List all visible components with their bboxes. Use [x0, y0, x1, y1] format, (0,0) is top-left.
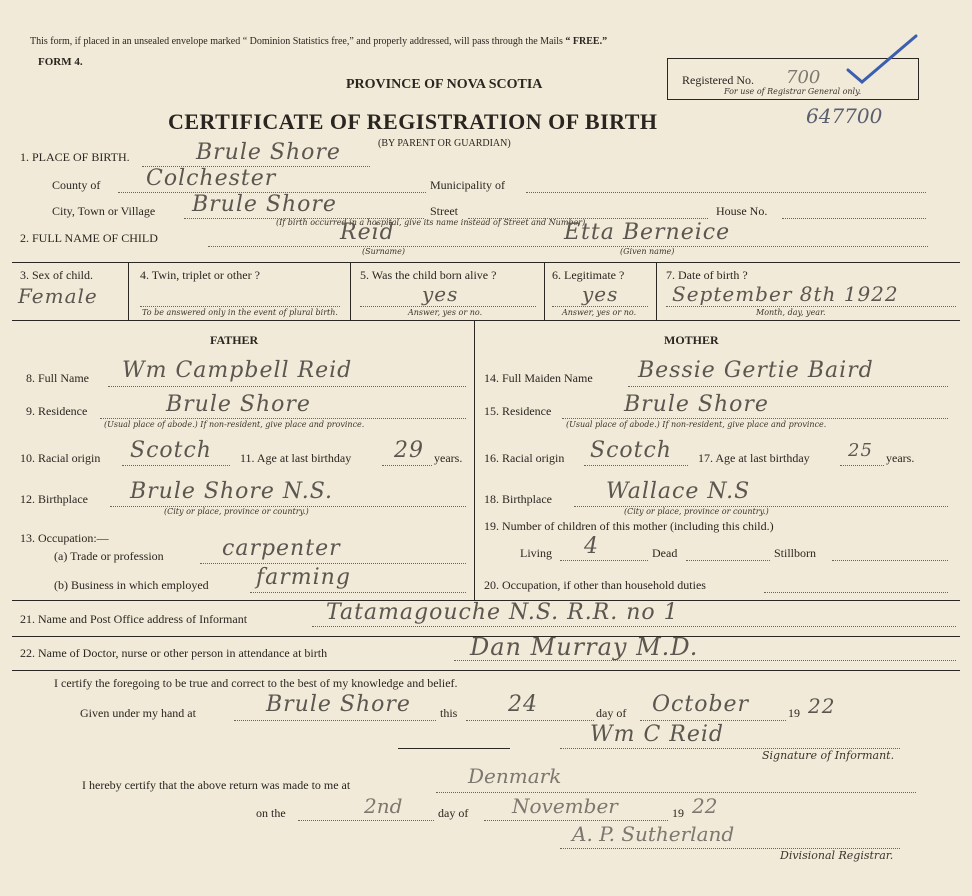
trade-value: carpenter	[222, 536, 341, 561]
year-value: 22	[808, 694, 836, 718]
father-name-line	[108, 386, 466, 387]
mother-occupation-line	[764, 592, 948, 593]
mother-residence-value: Brule Shore	[624, 392, 769, 417]
parents-divider	[474, 320, 475, 600]
form-number: FORM 4.	[38, 56, 83, 68]
mother-age-line	[840, 465, 884, 466]
registrar-month-line	[484, 820, 668, 821]
house-label: House No.	[716, 204, 768, 218]
on-the-label: on the	[256, 806, 286, 820]
doctor-label: 22. Name of Doctor, nurse or other person in attendance at birth	[20, 646, 328, 660]
province-heading: PROVINCE OF NOVA SCOTIA	[346, 77, 543, 92]
father-racial-label: 10. Racial origin	[20, 451, 101, 465]
registrar-signature-label: Divisional Registrar.	[780, 849, 894, 862]
informant-label: 21. Name and Post Office address of Informant	[20, 612, 248, 626]
row3-divider-1	[128, 262, 129, 320]
child-name-line	[208, 246, 928, 247]
father-residence-value: Brule Shore	[166, 392, 311, 417]
day-of-label: day of	[596, 706, 627, 720]
stillborn-label: Stillborn	[774, 546, 817, 560]
registrar-day-value: 2nd	[364, 794, 403, 818]
sex-value: Female	[18, 284, 98, 308]
mother-age-unit: years.	[886, 451, 915, 465]
month-value: October	[652, 692, 750, 717]
mother-residence-label: 15. Residence	[484, 404, 552, 418]
father-racial-value: Scotch	[130, 438, 212, 463]
year-prefix: 19	[788, 706, 800, 720]
place-of-birth-value: Brule Shore	[196, 140, 341, 165]
trade-label: (a) Trade or profession	[54, 549, 164, 563]
mother-age-value: 25	[848, 440, 873, 461]
father-residence-note: (Usual place of abode.) If non-resident, give place and province.	[104, 420, 365, 429]
twin-label: 4. Twin, triplet or other ?	[140, 268, 260, 282]
mother-name-value: Bessie Gertie Baird	[638, 358, 874, 383]
father-age-line	[382, 465, 432, 466]
mother-birthplace-label: 18. Birthplace	[484, 492, 552, 506]
dead-line	[686, 560, 770, 561]
registered-note: For use of Registrar General only.	[724, 87, 862, 96]
registrar-day-line	[298, 820, 434, 821]
mother-occupation-label: 20. Occupation, if other than household duties	[484, 578, 706, 592]
children-label: 19. Number of children of this mother (including this child.)	[484, 519, 774, 533]
this-label: this	[440, 706, 458, 720]
registrar-signature-value: A. P. Sutherland	[572, 822, 735, 846]
dob-note: Month, day, year.	[756, 308, 826, 317]
father-name-value: Wm Campbell Reid	[122, 358, 353, 383]
business-label: (b) Business in which employed	[54, 578, 209, 592]
registrar-year-value: 22	[692, 794, 718, 818]
mother-name-label: 14. Full Maiden Name	[484, 371, 593, 385]
business-line	[250, 592, 466, 593]
mother-residence-note: (Usual place of abode.) If non-resident, give place and province.	[566, 420, 827, 429]
alive-note: Answer, yes or no.	[408, 308, 483, 317]
legitimate-note: Answer, yes or no.	[562, 308, 637, 317]
house-line	[782, 218, 926, 219]
living-line	[560, 560, 648, 561]
given-place-value: Brule Shore	[266, 692, 411, 717]
municipality-line	[526, 192, 926, 193]
informant-line	[312, 626, 956, 627]
row3-top-border	[12, 262, 960, 263]
doctor-bottom-border	[12, 670, 960, 671]
child-given-value: Etta Berneice	[564, 220, 731, 245]
check-mark-icon	[840, 30, 920, 90]
informant-signature-label: Signature of Informant.	[762, 749, 895, 762]
registered-label: Registered No.	[682, 73, 754, 87]
hospital-note: (If birth occurred in a hospital, give its name instead of Street and Number)	[276, 218, 586, 227]
dob-label: 7. Date of birth ?	[666, 268, 748, 282]
municipality-label: Municipality of	[430, 178, 505, 192]
father-name-label: 8. Full Name	[26, 371, 89, 385]
sex-label: 3. Sex of child.	[20, 268, 93, 282]
legitimate-value: yes	[582, 282, 619, 306]
row3-divider-3	[544, 262, 545, 320]
legitimate-label: 6. Legitimate ?	[552, 268, 625, 282]
city-label: City, Town or Village	[52, 204, 156, 218]
father-racial-line	[122, 465, 230, 466]
mother-birthplace-value: Wallace N.S	[606, 479, 751, 504]
registered-value: 700	[786, 67, 821, 88]
father-age-label: 11. Age at last birthday	[240, 451, 352, 465]
month-line	[640, 720, 786, 721]
father-birthplace-value: Brule Shore N.S.	[130, 479, 334, 504]
short-divider	[398, 748, 510, 749]
father-birthplace-note: (City or place, province or country.)	[164, 507, 309, 516]
father-residence-label: 9. Residence	[26, 404, 88, 418]
twin-note: To be answered only in the event of plural birth.	[142, 308, 338, 317]
father-residence-line	[100, 418, 466, 419]
postage-notice-text: This form, if placed in an unsealed envelope marked “ Dominion Statistics free,” and properly addressed, will pass through the Mails	[30, 36, 563, 47]
mother-residence-line	[562, 418, 948, 419]
mother-racial-line	[584, 465, 688, 466]
living-label: Living	[520, 546, 552, 560]
occupation-label: 13. Occupation:—	[20, 531, 109, 545]
certify-statement: I certify the foregoing to be true and correct to the best of my knowledge and belief.	[54, 676, 458, 690]
stamp-number: 647700	[806, 104, 883, 128]
row3-divider-2	[350, 262, 351, 320]
postage-notice	[30, 36, 607, 47]
surname-note: (Surname)	[362, 247, 405, 256]
alive-value: yes	[422, 282, 459, 306]
county-value: Colchester	[146, 166, 277, 191]
day-value: 24	[508, 692, 538, 717]
alive-label: 5. Was the child born alive ?	[360, 268, 497, 282]
given-name-note: (Given name)	[620, 247, 675, 256]
mother-heading: MOTHER	[664, 333, 719, 347]
father-age-unit: years.	[434, 451, 463, 465]
row3-bottom-border	[12, 320, 960, 321]
mother-racial-value: Scotch	[590, 438, 672, 463]
alive-line	[360, 306, 536, 307]
registrar-month-value: November	[512, 794, 618, 818]
certificate-title: CERTIFICATE OF REGISTRATION OF BIRTH	[168, 109, 658, 134]
doctor-value: Dan Murray M.D.	[470, 633, 699, 661]
day-line	[466, 720, 594, 721]
place-of-birth-label: 1. PLACE OF BIRTH.	[20, 150, 130, 164]
county-label: County of	[52, 178, 101, 192]
registrar-statement: I hereby certify that the above return was made to me at	[82, 778, 351, 792]
father-heading: FATHER	[210, 333, 259, 347]
registrar-place-value: Denmark	[468, 764, 562, 788]
doctor-line	[454, 660, 956, 661]
father-birthplace-label: 12. Birthplace	[20, 492, 88, 506]
living-value: 4	[584, 534, 599, 559]
given-place-line	[234, 720, 436, 721]
postage-free-text: “ FREE.”	[565, 36, 608, 47]
child-name-label: 2. FULL NAME OF CHILD	[20, 231, 158, 245]
mother-name-line	[628, 386, 948, 387]
registrar-day-of-label: day of	[438, 806, 469, 820]
informant-signature-value: Wm C Reid	[590, 722, 724, 747]
mother-birthplace-note: (City or place, province or country.)	[624, 507, 769, 516]
registrar-place-line	[436, 792, 916, 793]
given-label: Given under my hand at	[80, 706, 196, 720]
city-value: Brule Shore	[192, 192, 337, 217]
mother-age-label: 17. Age at last birthday	[698, 451, 810, 465]
child-surname-value: Reid	[340, 220, 395, 245]
certificate-subtitle: (BY PARENT OR GUARDIAN)	[378, 138, 511, 149]
trade-line	[200, 563, 466, 564]
stillborn-line	[832, 560, 948, 561]
mother-racial-label: 16. Racial origin	[484, 451, 565, 465]
informant-value: Tatamagouche N.S. R.R. no 1	[326, 600, 679, 625]
legitimate-line	[552, 306, 648, 307]
registrar-year-prefix: 19	[672, 806, 684, 820]
street-label: Street	[430, 204, 458, 218]
twin-line	[140, 306, 340, 307]
dob-line	[666, 306, 956, 307]
dead-label: Dead	[652, 546, 678, 560]
dob-value: September 8th 1922	[672, 282, 899, 306]
row3-divider-4	[656, 262, 657, 320]
business-value: farming	[256, 565, 351, 590]
father-age-value: 29	[394, 438, 424, 463]
